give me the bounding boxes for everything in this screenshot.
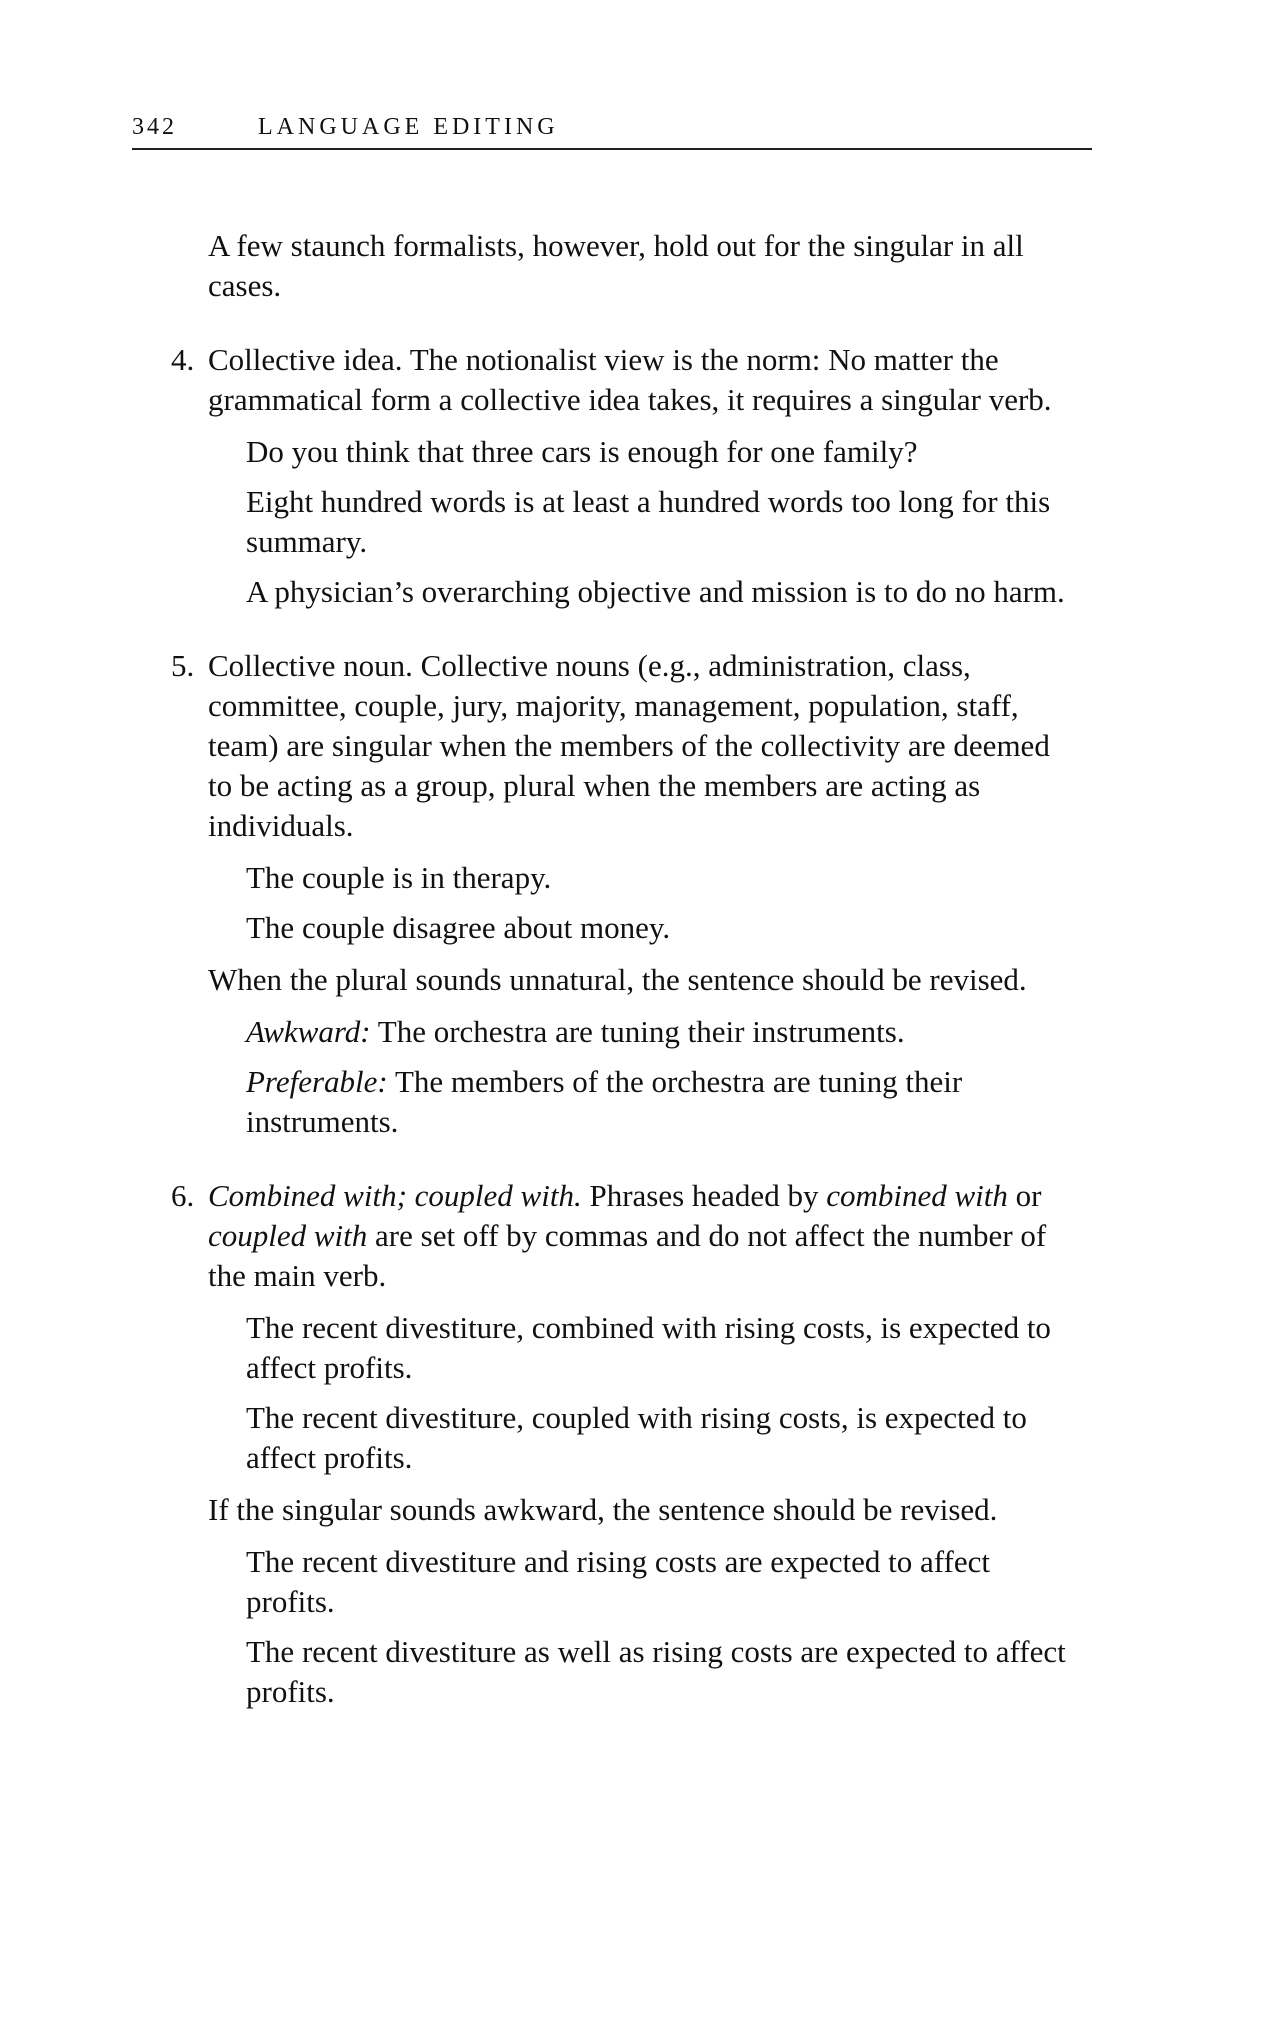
- item-lead-italic: Combined with; coupled with.: [208, 1178, 582, 1213]
- item-number: 5.: [171, 648, 195, 683]
- example-sentence: The recent divestiture as well as rising costs are expected to affect profits.: [246, 1634, 1066, 1709]
- list-item-4: [171, 340, 1068, 612]
- list-item-5: [171, 646, 1068, 1142]
- example-sentence: The recent divestiture, combined with rising costs, is expected to affect profits.: [246, 1310, 1051, 1385]
- example-sentence: The recent divestiture and rising costs are expected to affect profits.: [246, 1544, 990, 1619]
- running-header: [132, 108, 1092, 150]
- example-sentence: A physician’s overarching objective and mission is to do no harm.: [246, 574, 1065, 609]
- awkward-text: The orchestra are tuning their instruments.: [370, 1014, 905, 1049]
- intro-paragraph: A few staunch formalists, however, hold out for the singular in all cases.: [208, 228, 1024, 303]
- example-sentence: The recent divestiture, coupled with rising costs, is expected to affect profits.: [246, 1400, 1027, 1475]
- item-lead-text: or: [1007, 1178, 1042, 1213]
- item-lead-text: Phrases headed by: [581, 1178, 827, 1213]
- awkward-example: [246, 1012, 1068, 1052]
- item-lead-text: are set off by commas and do not affect the number of the main verb.: [208, 1218, 1047, 1293]
- example-sentence: The couple disagree about money.: [246, 910, 671, 945]
- preferable-example: [246, 1062, 1068, 1142]
- preferable-label: Preferable:: [246, 1064, 388, 1099]
- page-body: [171, 226, 1068, 1712]
- term-combined-with: combined with: [826, 1178, 1008, 1213]
- example-sentence: The couple is in therapy.: [246, 860, 552, 895]
- item-text: Collective noun. Collective nouns (e.g., administration, class, committee, couple, jury, majority, management, population, staff, team) are singular when the members of the collectivity are deemed to be acting as a group, plural when the members are acting as individuals.: [208, 648, 1050, 843]
- item-number: 6.: [171, 1178, 195, 1213]
- page-number: 342: [132, 114, 177, 140]
- running-head-title: LANGUAGE EDITING: [258, 114, 559, 140]
- item-number: 4.: [171, 342, 195, 377]
- awkward-label: Awkward:: [246, 1014, 371, 1049]
- list-item-6: [171, 1176, 1068, 1712]
- follow-paragraph: If the singular sounds awkward, the sentence should be revised.: [208, 1492, 998, 1527]
- example-sentence: Eight hundred words is at least a hundred words too long for this summary.: [246, 484, 1051, 559]
- example-sentence: Do you think that three cars is enough for one family?: [246, 434, 918, 469]
- item-text: Collective idea. The notionalist view is the norm: No matter the grammatical form a collective idea takes, it requires a singular verb.: [208, 342, 1052, 417]
- term-coupled-with: coupled with: [208, 1218, 368, 1253]
- follow-paragraph: When the plural sounds unnatural, the sentence should be revised.: [208, 962, 1027, 997]
- preferable-text: The members of the orchestra are tuning their instruments.: [246, 1064, 963, 1139]
- item-text: [208, 1176, 1068, 1296]
